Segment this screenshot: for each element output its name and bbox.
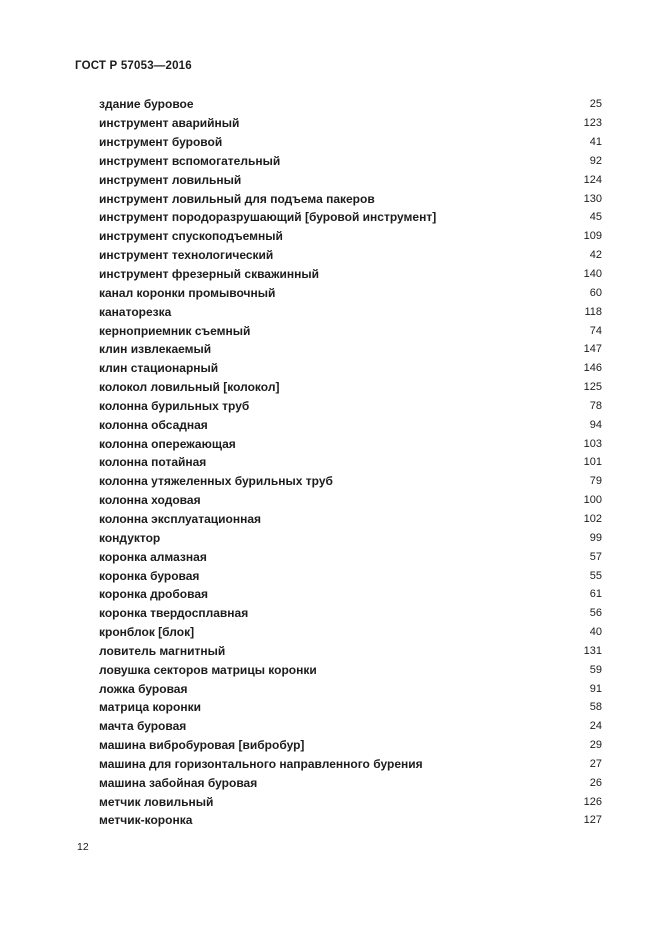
- index-entry-row: [99, 246, 602, 265]
- index-page-ref: 127: [583, 814, 602, 827]
- index-term: инструмент технологический: [99, 248, 274, 263]
- alphabetical-index-list: [99, 95, 602, 830]
- index-page-ref: 58: [589, 701, 602, 714]
- index-page-ref: 102: [583, 512, 602, 525]
- index-entry-row: [99, 415, 602, 434]
- index-page-ref: 118: [584, 305, 602, 318]
- index-entry-row: [99, 679, 602, 698]
- index-term: керноприемник съемный: [99, 323, 251, 338]
- index-term: инструмент породоразрушающий [буровой инструмент]: [99, 210, 437, 225]
- index-term: колонна потайная: [99, 455, 207, 470]
- index-page-ref: 130: [583, 192, 602, 205]
- index-term: канал коронки промывочный: [99, 285, 276, 300]
- index-entry-row: [99, 114, 602, 133]
- index-entry-row: [99, 359, 602, 378]
- index-entry-row: [99, 95, 602, 114]
- index-term: мачта буровая: [99, 719, 187, 734]
- index-page-ref: 131: [583, 644, 602, 657]
- index-entry-row: [99, 717, 602, 736]
- index-term: инструмент буровой: [99, 135, 223, 150]
- index-term: кондуктор: [99, 530, 161, 545]
- index-term: матрица коронки: [99, 700, 201, 715]
- index-term: инструмент аварийный: [99, 116, 240, 131]
- index-entry-row: [99, 491, 602, 510]
- index-page-ref: 92: [589, 154, 602, 167]
- index-term: ложка буровая: [99, 681, 188, 696]
- index-page-ref: 41: [589, 136, 602, 149]
- index-entry-row: [99, 660, 602, 679]
- index-page-ref: 146: [583, 362, 602, 375]
- index-entry-row: [99, 528, 602, 547]
- index-term: коронка дробовая: [99, 587, 209, 602]
- index-page-ref: 25: [589, 98, 602, 111]
- index-page-ref: 79: [589, 475, 602, 488]
- index-page-ref: 125: [583, 381, 602, 394]
- index-page-ref: 126: [583, 795, 602, 808]
- index-term: метчик ловильный: [99, 794, 214, 809]
- index-term: ловитель магнитный: [99, 643, 226, 658]
- index-entry-row: [99, 340, 602, 359]
- index-term: коронка алмазная: [99, 549, 207, 564]
- index-page-ref: 78: [589, 399, 602, 412]
- index-page-ref: 27: [589, 757, 602, 770]
- index-term: ловушка секторов матрицы коронки: [99, 662, 317, 677]
- index-page-ref: 140: [583, 268, 602, 281]
- index-entry-row: [99, 302, 602, 321]
- index-entry-row: [99, 378, 602, 397]
- index-entry-row: [99, 792, 602, 811]
- index-term: канаторезка: [99, 304, 172, 319]
- index-page-ref: 101: [583, 456, 602, 469]
- index-term: машина забойная буровая: [99, 775, 258, 790]
- index-term: колонна эксплуатационная: [99, 511, 262, 526]
- index-term: инструмент вспомогательный: [99, 153, 281, 168]
- index-term: инструмент ловильный: [99, 172, 242, 187]
- index-entry-row: [99, 397, 602, 416]
- index-term: колонна бурильных труб: [99, 398, 250, 413]
- index-term: коронка буровая: [99, 568, 200, 583]
- index-page-ref: 40: [589, 626, 602, 639]
- index-page-ref: 57: [589, 550, 602, 563]
- index-page-ref: 29: [589, 739, 602, 752]
- index-term: колонна обсадная: [99, 417, 208, 432]
- index-page-ref: 109: [583, 230, 602, 243]
- index-page-ref: 99: [589, 531, 602, 544]
- index-entry-row: [99, 604, 602, 623]
- index-page-ref: 56: [589, 607, 602, 620]
- index-page-ref: 74: [589, 324, 602, 337]
- index-entry-row: [99, 152, 602, 171]
- index-term: инструмент ловильный для подъема пакеров: [99, 191, 375, 206]
- index-term: машина для горизонтального направленного бурения: [99, 756, 423, 771]
- index-term: кронблок [блок]: [99, 625, 195, 640]
- index-entry-row: [99, 321, 602, 340]
- index-term: колокол ловильный [колокол]: [99, 380, 280, 395]
- index-entry-row: [99, 641, 602, 660]
- index-entry-row: [99, 472, 602, 491]
- index-page-ref: 123: [583, 117, 602, 130]
- index-page-ref: 24: [589, 720, 602, 733]
- index-term: здание буровое: [99, 97, 194, 112]
- index-entry-row: [99, 510, 602, 529]
- index-page-ref: 59: [589, 663, 602, 676]
- index-term: колонна утяжеленных бурильных труб: [99, 474, 333, 489]
- index-term: колонна опережающая: [99, 436, 236, 451]
- index-term: метчик-коронка: [99, 813, 193, 828]
- index-term: клин стационарный: [99, 361, 219, 376]
- index-term: колонна ходовая: [99, 493, 201, 508]
- index-entry-row: [99, 736, 602, 755]
- index-entry-row: [99, 566, 602, 585]
- index-entry-row: [99, 585, 602, 604]
- index-entry-row: [99, 773, 602, 792]
- index-page-ref: 42: [589, 249, 602, 262]
- index-page-ref: 147: [583, 343, 602, 356]
- index-page-ref: 124: [583, 173, 602, 186]
- index-page-ref: 91: [589, 682, 602, 695]
- index-entry-row: [99, 265, 602, 284]
- index-entry-row: [99, 208, 602, 227]
- index-entry-row: [99, 623, 602, 642]
- index-term: машина вибробуровая [вибробур]: [99, 738, 305, 753]
- index-entry-row: [99, 453, 602, 472]
- index-entry-row: [99, 811, 602, 830]
- index-entry-row: [99, 755, 602, 774]
- index-term: инструмент спускоподъемный: [99, 229, 283, 244]
- index-term: инструмент фрезерный скважинный: [99, 267, 319, 282]
- index-entry-row: [99, 170, 602, 189]
- standard-code-header: ГОСТ Р 57053—2016: [75, 60, 192, 72]
- index-page-ref: 103: [583, 437, 602, 450]
- index-term: клин извлекаемый: [99, 342, 212, 357]
- index-entry-row: [99, 189, 602, 208]
- index-entry-row: [99, 227, 602, 246]
- page-number: 12: [77, 841, 89, 853]
- index-entry-row: [99, 698, 602, 717]
- index-page-ref: 94: [589, 418, 602, 431]
- index-entry-row: [99, 283, 602, 302]
- index-entry-row: [99, 434, 602, 453]
- index-page-ref: 61: [589, 588, 602, 601]
- index-page-ref: 26: [589, 776, 602, 789]
- index-page-ref: 60: [589, 286, 602, 299]
- index-page-ref: 55: [589, 569, 602, 582]
- index-entry-row: [99, 547, 602, 566]
- index-page-ref: 100: [583, 494, 602, 507]
- index-entry-row: [99, 133, 602, 152]
- index-page-ref: 45: [589, 211, 602, 224]
- index-term: коронка твердосплавная: [99, 606, 249, 621]
